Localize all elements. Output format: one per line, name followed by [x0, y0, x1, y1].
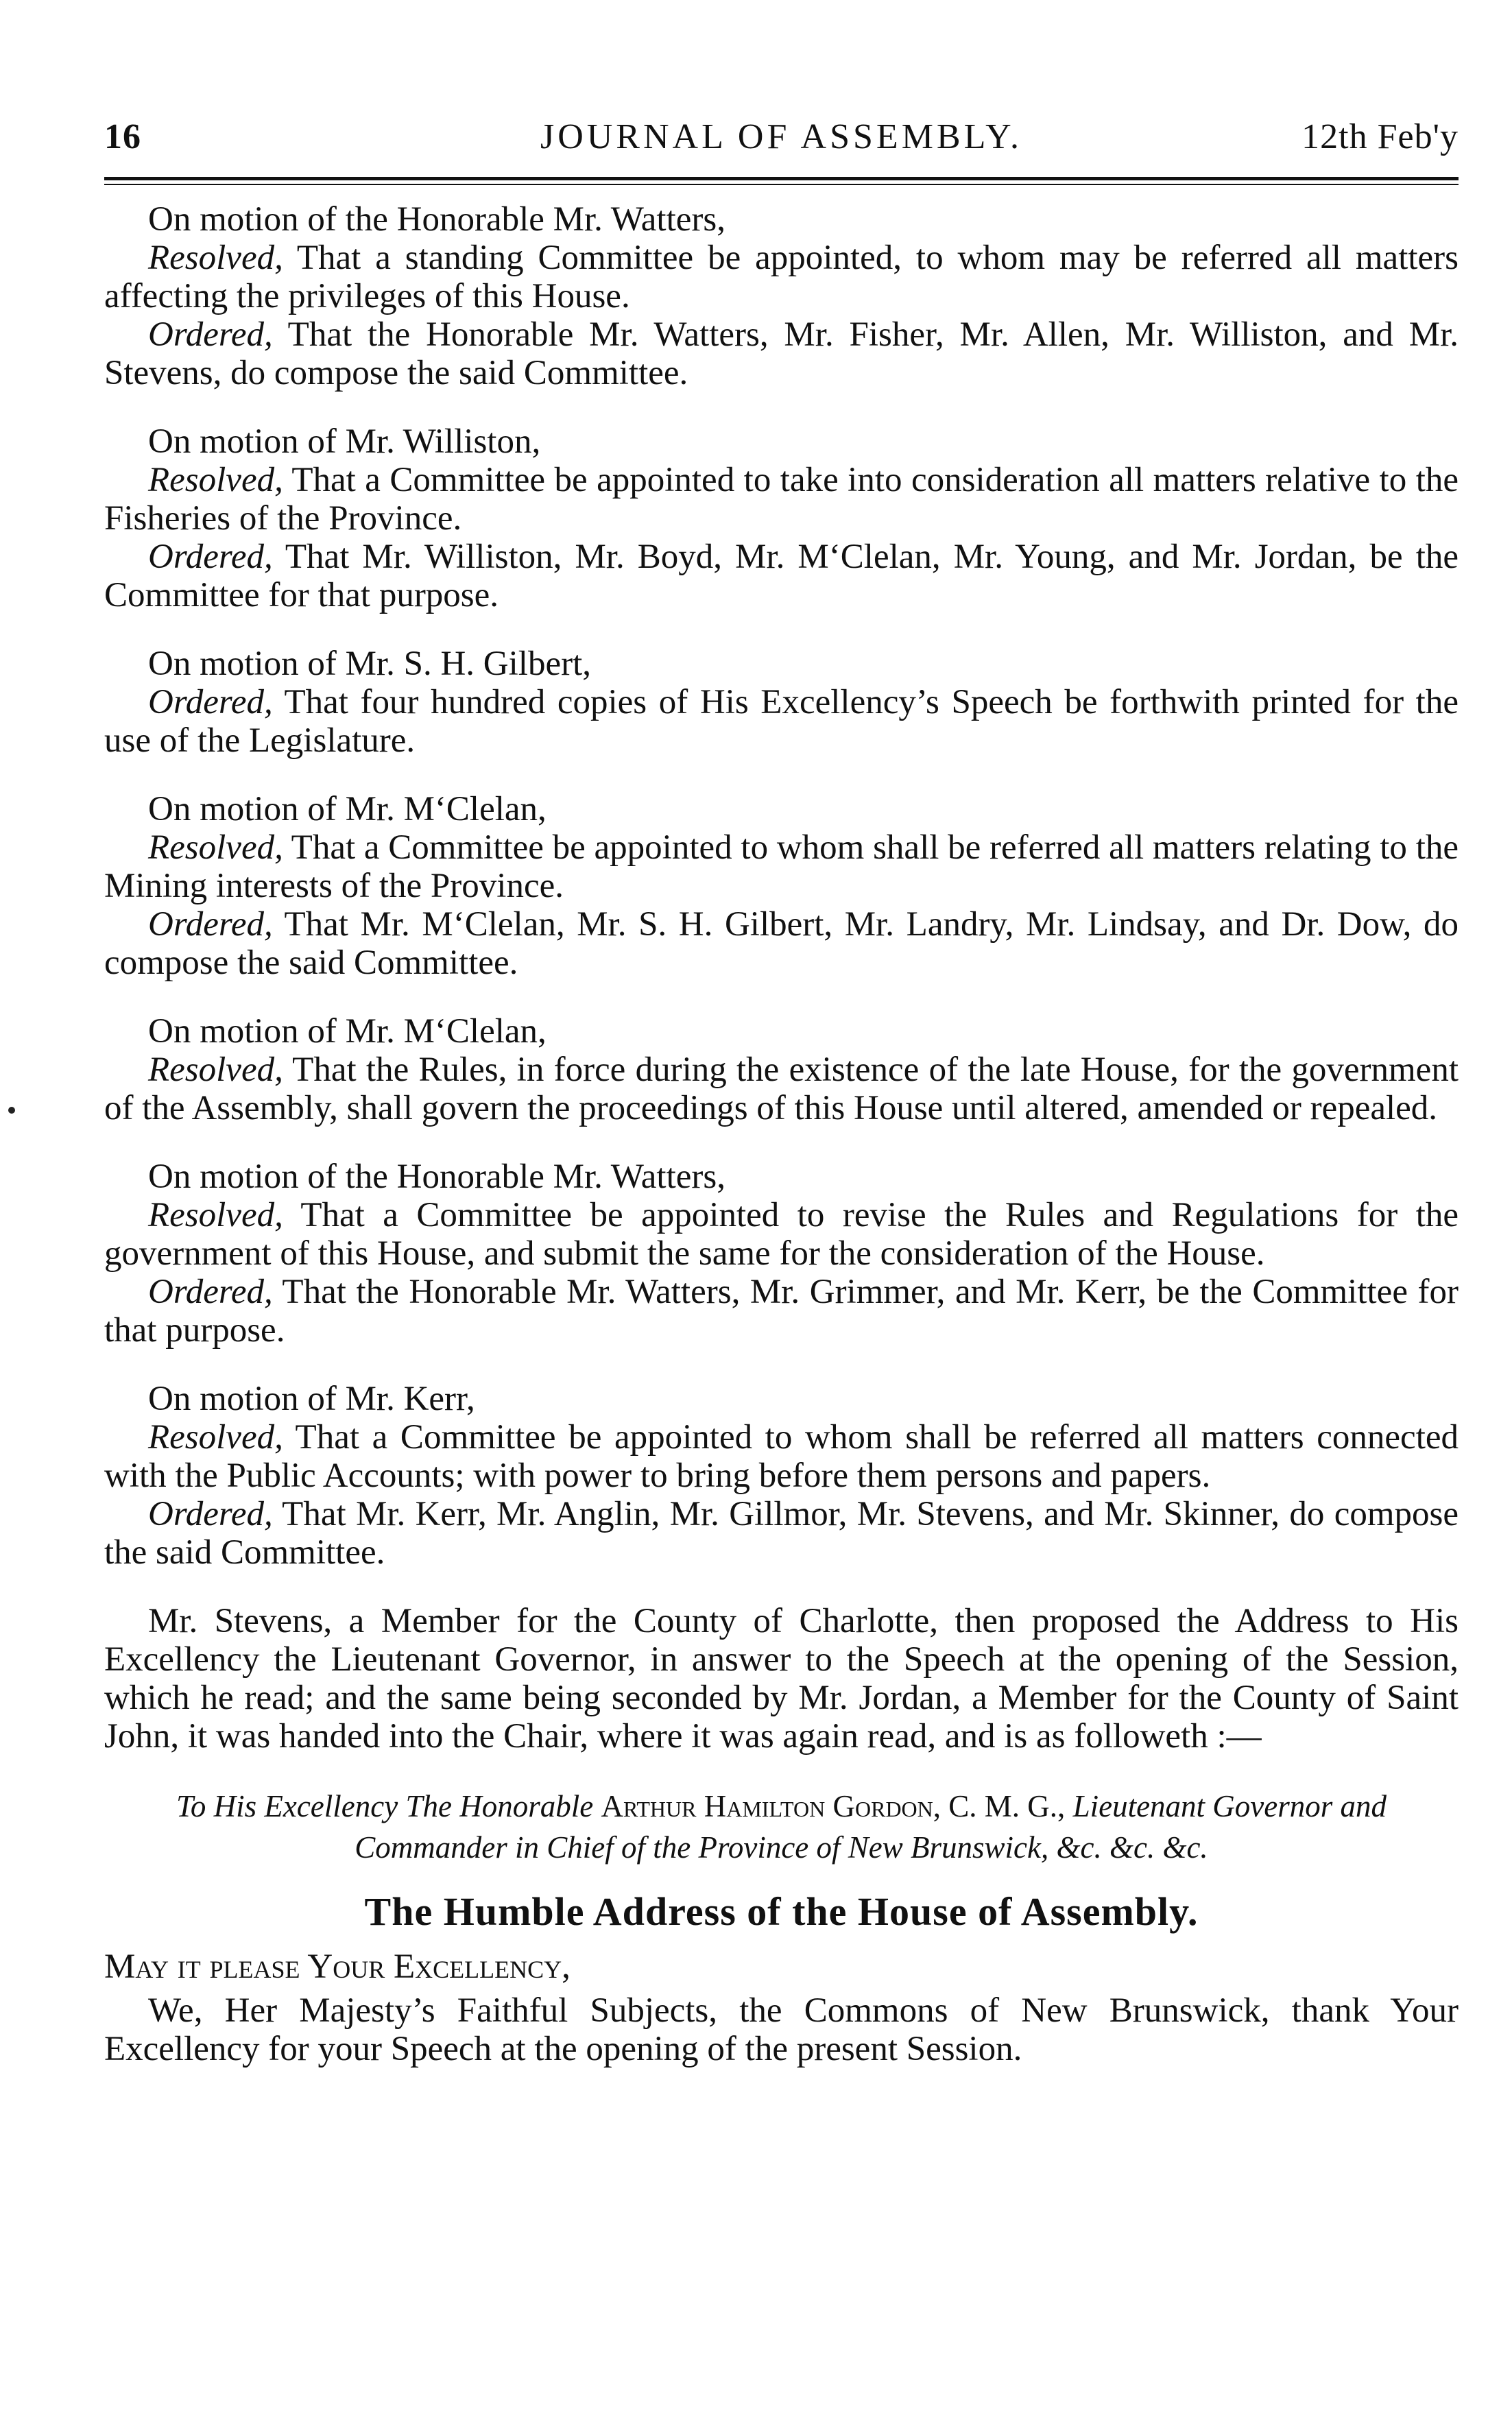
- motion-block: [104, 790, 1459, 982]
- motion-line: On motion of Mr. Williston,: [148, 422, 541, 461]
- resolution-line: [104, 1418, 1459, 1495]
- resolution-text: That a Committee be appointed to take into consideration all matters relative to the Fisheries of the Province.: [104, 461, 1459, 538]
- resolution-keyword: Ordered,: [148, 315, 273, 354]
- page-header: [104, 103, 1459, 165]
- address-proposal-block: [104, 1602, 1459, 1756]
- resolution-text: That Mr. Williston, Mr. Boyd, Mr. M‘Clelan, Mr. Young, and Mr. Jordan, be the Committee for that purpose.: [104, 538, 1459, 614]
- motion-line: On motion of the Honorable Mr. Watters,: [148, 200, 725, 239]
- resolution-line: [104, 461, 1459, 538]
- resolution-keyword: Ordered,: [148, 683, 273, 721]
- resolution-line: [104, 1495, 1459, 1572]
- resolution-keyword: Ordered,: [148, 538, 273, 576]
- header-rule-thin: [104, 184, 1459, 185]
- resolution-keyword: Resolved,: [148, 1196, 283, 1234]
- resolution-text: That the Honorable Mr. Watters, Mr. Grimmer, and Mr. Kerr, be the Committee for that purpose.: [104, 1273, 1459, 1350]
- salutation: May it please Your Excellency,: [104, 1948, 571, 1986]
- page-number: 16: [104, 117, 141, 156]
- header-rule-thick: [104, 177, 1459, 180]
- resolution-text: That a standing Committee be appointed, to whom may be referred all matters affecting the privileges of this House.: [104, 239, 1459, 315]
- resolution-keyword: Ordered,: [148, 905, 273, 944]
- resolution-line: [104, 1051, 1459, 1127]
- resolution-keyword: Resolved,: [148, 461, 283, 499]
- resolution-keyword: Resolved,: [148, 239, 283, 277]
- address-to: To His Excellency The Honorable: [176, 1789, 594, 1823]
- resolution-text: That a Committee be appointed to whom shall be referred all matters relating to the Mining interests of the Province.: [104, 828, 1459, 905]
- resolution-text: That Mr. M‘Clelan, Mr. S. H. Gilbert, Mr. Landry, Mr. Lindsay, and Dr. Dow, do compose the said Committee.: [104, 905, 1459, 982]
- resolution-line: [104, 239, 1459, 315]
- resolution-keyword: Resolved,: [148, 828, 283, 867]
- resolution-line: [104, 1196, 1459, 1273]
- resolution-text: That Mr. Kerr, Mr. Anglin, Mr. Gillmor, Mr. Stevens, and Mr. Skinner, do compose the said Committee.: [104, 1495, 1459, 1572]
- governor-honours: C. M. G.,: [941, 1789, 1066, 1823]
- motion-line: On motion of Mr. Kerr,: [148, 1380, 475, 1418]
- journal-body: [104, 200, 1459, 2068]
- resolution-line: [104, 828, 1459, 905]
- resolution-text: That four hundred copies of His Excellency’s Speech be forthwith printed for the use of the Legislature.: [104, 683, 1459, 760]
- resolution-keyword: Resolved,: [148, 1418, 283, 1457]
- resolution-line: [104, 538, 1459, 614]
- governor-title: Lieutenant Governor and Commander in Chief of the Province of New Brunswick, &c. &c. &c.: [355, 1789, 1387, 1865]
- motion-block: [104, 1158, 1459, 1350]
- running-title: JOURNAL OF ASSEMBLY.: [540, 117, 1023, 156]
- resolution-text: That a Committee be appointed to whom shall be referred all matters connected with the Public Accounts; with power to bring before them persons and papers.: [104, 1418, 1459, 1495]
- motion-line: On motion of Mr. M‘Clelan,: [148, 1012, 547, 1051]
- header-date: 12th Feb'y: [1301, 117, 1459, 156]
- resolution-text: That a Committee be appointed to revise the Rules and Regulations for the government of this House, and submit the same for the consideration of the House.: [104, 1196, 1459, 1273]
- resolution-keyword: Ordered,: [148, 1273, 273, 1311]
- motion-block: [104, 645, 1459, 760]
- motion-block: [104, 1380, 1459, 1572]
- resolution-line: [104, 1273, 1459, 1350]
- motion-block: [104, 200, 1459, 392]
- humble-address-title: The Humble Address of the House of Assembly.: [364, 1889, 1199, 1934]
- governor-name: Arthur Hamilton Gordon,: [601, 1789, 941, 1823]
- address-heading: [132, 1786, 1431, 1868]
- resolution-text: That the Honorable Mr. Watters, Mr. Fisher, Mr. Allen, Mr. Williston, and Mr. Stevens, do compose the said Committee.: [104, 315, 1459, 392]
- motion-line: On motion of Mr. M‘Clelan,: [148, 790, 547, 828]
- resolution-keyword: Ordered,: [148, 1495, 273, 1533]
- resolution-line: [104, 683, 1459, 760]
- margin-speck: [8, 1107, 15, 1114]
- resolution-text: That the Rules, in force during the existence of the late House, for the government of the Assembly, shall govern the proceedings of this House until altered, amended or repealed.: [104, 1051, 1459, 1127]
- stevens-paragraph: Mr. Stevens, a Member for the County of Charlotte, then proposed the Address to His Excellency the Lieutenant Governor, in answer to the Speech at the opening of the Session, which he read; and the same being seconded by Mr. Jordan, a Member for the County of Saint John, it was handed into the Chair, where it was again read, and is as followeth :—: [104, 1602, 1459, 1756]
- resolution-line: [104, 905, 1459, 982]
- motion-block: [104, 422, 1459, 614]
- motion-line: On motion of Mr. S. H. Gilbert,: [148, 645, 591, 683]
- resolution-keyword: Resolved,: [148, 1051, 283, 1089]
- motion-block: [104, 1012, 1459, 1127]
- motion-line: On motion of the Honorable Mr. Watters,: [148, 1158, 725, 1196]
- final-paragraph: We, Her Majesty’s Faithful Subjects, the Commons of New Brunswick, thank Your Excellency for your Speech at the opening of the present Session.: [104, 1991, 1459, 2068]
- resolution-line: [104, 315, 1459, 392]
